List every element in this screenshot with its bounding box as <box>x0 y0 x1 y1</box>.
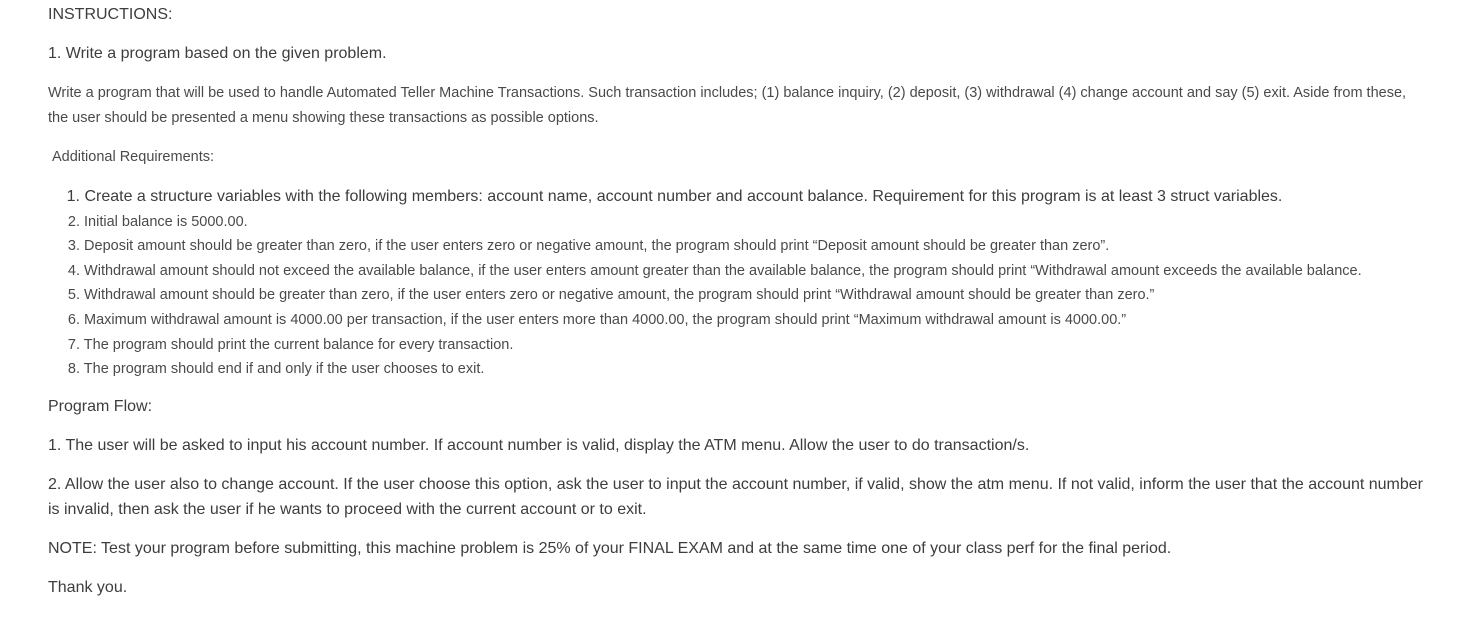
problem-statement: Write a program that will be used to handle Automated Teller Machine Transactions. Such transaction includes; (1) balance inquiry, (2) deposit, (3) withdrawal (4) change account and say (5) exit. Aside from these, the user should be presented a menu showing these transactions as possible options. <box>48 85 1407 126</box>
thank-you: Thank you. <box>48 579 128 596</box>
note: NOTE: Test your program before submitting, this machine problem is 25% of your FINAL EXAM and at the same time one of your class perf for the final period. <box>48 540 1172 557</box>
program-flow-heading: Program Flow: <box>48 398 153 415</box>
step-1: 1. Write a program based on the given problem. <box>48 45 387 62</box>
flow-step-2: 2. Allow the user also to change account. If the user choose this option, ask the user to input the account number, if valid, show the atm menu. If not valid, inform the user that the account number is invalid, then ask the user if he wants to proceed with the current account or to exit. <box>48 476 1424 518</box>
requirement-item: 4. Withdrawal amount should not exceed the available balance, if the user enters amount greater than the available balance, the program should print “Withdrawal amount exceeds the available balance. <box>67 262 1362 279</box>
requirement-item: 7. The program should print the current balance for every transaction. <box>67 336 514 353</box>
requirements-list <box>48 185 1362 382</box>
flow-step-1: 1. The user will be asked to input his account number. If account number is valid, display the ATM menu. Allow the user to do transaction/s. <box>48 437 1030 454</box>
requirement-item: 5. Withdrawal amount should be greater than zero, if the user enters zero or negative amount, the program should print “Withdrawal amount should be greater than zero.” <box>67 287 1155 304</box>
requirement-item: 1. Create a structure variables with the following members: account name, account number and account balance. Requirement for this program is at least 3 struct variables. <box>66 188 1283 205</box>
requirement-item: 6. Maximum withdrawal amount is 4000.00 per transaction, if the user enters more than 4000.00, the program should print “Maximum withdrawal amount is 4000.00.” <box>67 311 1127 328</box>
instructions-heading: INSTRUCTIONS: <box>48 6 173 23</box>
additional-requirements-heading: Additional Requirements: <box>52 149 215 165</box>
requirement-item: 8. The program should end if and only if the user chooses to exit. <box>67 361 485 378</box>
requirement-item: 2. Initial balance is 5000.00. <box>67 213 248 230</box>
requirement-item: 3. Deposit amount should be greater than zero, if the user enters zero or negative amount, the program should print “Deposit amount should be greater than zero”. <box>67 238 1110 255</box>
